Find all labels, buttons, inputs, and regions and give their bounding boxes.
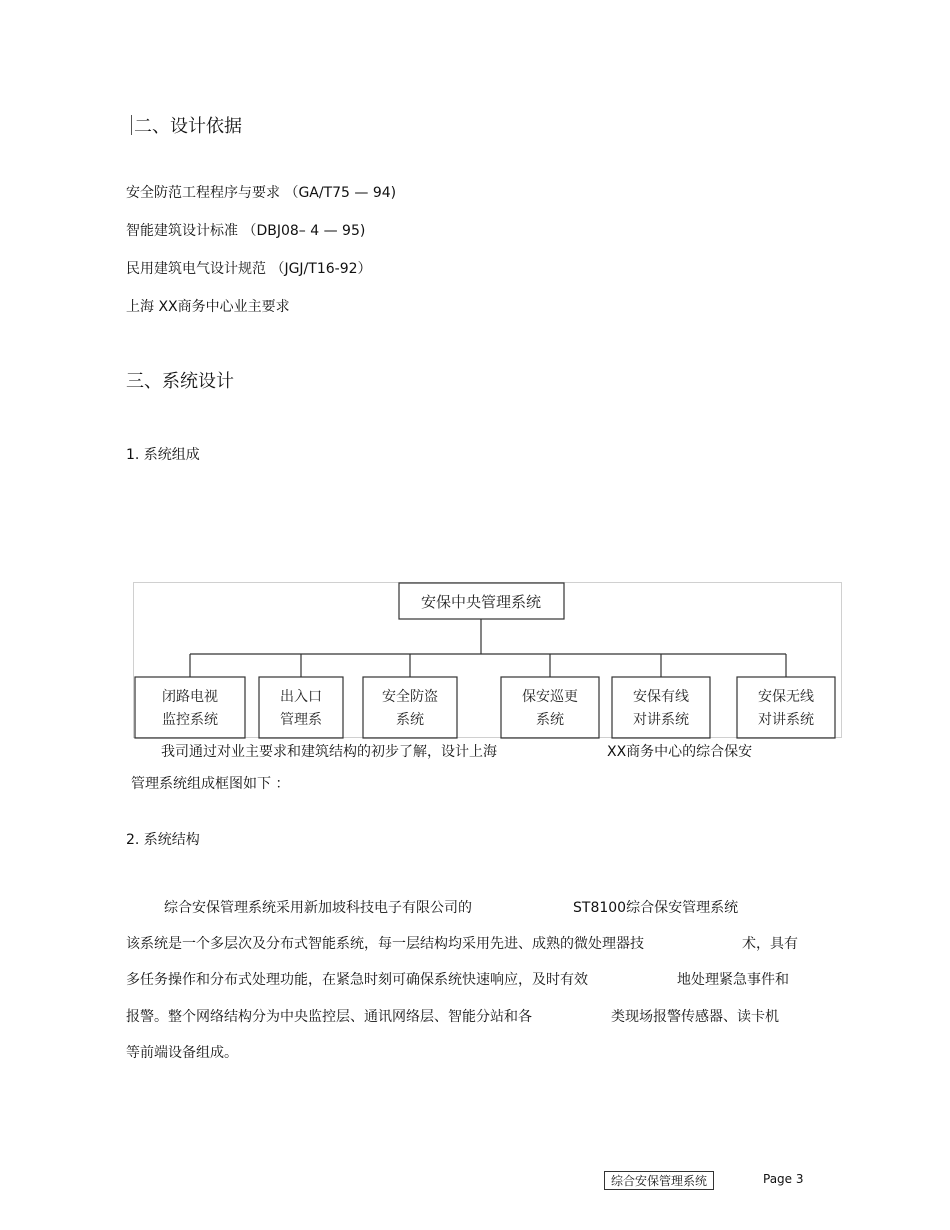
diagram-child-label: 出入口 <box>280 689 322 705</box>
diagram-child-box <box>363 677 457 738</box>
section-heading-design-basis: 二、设计依据 <box>134 116 242 137</box>
intro-text: 管理系统组成框图如下 ： <box>131 776 290 792</box>
diagram-child-label: 管理系 <box>280 712 322 728</box>
basis-item: 智能建筑设计标准 （DBJ08– 4 — 95) <box>126 223 366 239</box>
diagram-child-label: 安保无线 <box>758 689 814 705</box>
footer-doc-title: 综合安保管理系统 <box>604 1171 714 1190</box>
paragraph-line: 类现场报警传感器、读卡机 <box>611 1009 779 1025</box>
diagram-child-label: 监控系统 <box>162 712 218 728</box>
diagram-child-box <box>259 677 343 738</box>
diagram-child-box <box>612 677 710 738</box>
basis-item: 民用建筑电气设计规范 （JGJ/T16-92） <box>126 261 372 277</box>
diagram-child-label: 系统 <box>396 712 424 728</box>
diagram-child-label: 对讲系统 <box>758 712 814 728</box>
paragraph-line: 该系统是一个多层次及分布式智能系统，每一层结构均采用先进、成熟的微处理器技 <box>126 936 644 952</box>
diagram-child-label: 保安巡更 <box>522 689 578 705</box>
diagram-child-label: 安全防盗 <box>382 689 438 705</box>
intro-text: XX商务中心的综合保安 <box>607 744 753 760</box>
diagram-child-label: 闭路电视 <box>162 689 218 705</box>
intro-text: 我司通过对业主要求和建筑结构的初步了解，设计上海 <box>161 744 497 760</box>
paragraph-line: 综合安保管理系统采用新加坡科技电子有限公司的 <box>164 900 472 916</box>
diagram-child-label: 系统 <box>536 712 564 728</box>
paragraph-line: 术，具有 <box>742 936 798 952</box>
diagram-child-box <box>501 677 599 738</box>
diagram-child-box <box>737 677 835 738</box>
paragraph-line: 地处理紧急事件和 <box>677 972 789 988</box>
paragraph-line: ST8100综合保安管理系统 <box>573 900 739 916</box>
subheading-system-structure: 2. 系统结构 <box>126 832 200 848</box>
subheading-system-composition: 1. 系统组成 <box>126 447 200 463</box>
paragraph-line: 等前端设备组成。 <box>126 1045 238 1061</box>
footer-page-number: Page 3 <box>763 1172 804 1186</box>
diagram-root-label: 安保中央管理系统 <box>420 593 542 611</box>
basis-item: 上海 XX商务中心业主要求 <box>126 299 290 315</box>
diagram-child-box <box>135 677 245 738</box>
paragraph-line: 报警。整个网络结构分为中央监控层、通讯网络层、智能分站和各 <box>126 1009 532 1025</box>
diagram-child-label: 安保有线 <box>633 689 689 705</box>
section-heading-system-design: 三、系统设计 <box>126 371 234 392</box>
paragraph-line: 多任务操作和分布式处理功能，在紧急时刻可确保系统快速响应，及时有效 <box>126 972 588 988</box>
diagram-child-label: 对讲系统 <box>633 712 689 728</box>
basis-item: 安全防范工程程序与要求 （GA/T75 — 94) <box>126 185 397 201</box>
